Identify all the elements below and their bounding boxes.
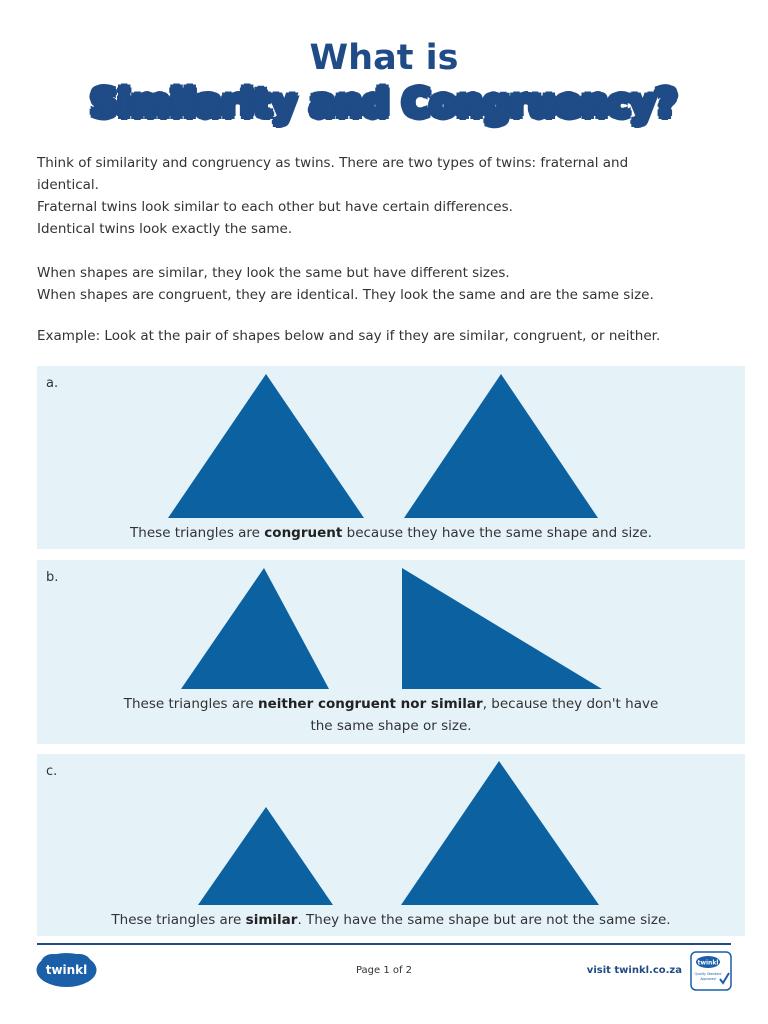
caption-a: These triangles are congruent because they have the same shape and size. [130, 525, 652, 541]
title-line-2: Similarity and Congruency? [90, 82, 678, 125]
caption-keyword: neither congruent nor similar [257, 696, 483, 712]
intro-text [37, 152, 737, 347]
intro-line: Identical twins look exactly the same. [37, 221, 293, 237]
triangle-left [168, 374, 364, 518]
triangle-large [401, 761, 599, 905]
example-panel-b [37, 560, 745, 744]
triangle-left [181, 568, 329, 689]
intro-line: identical. [37, 177, 99, 193]
svg-text:twinkl: twinkl [697, 959, 719, 967]
caption-c: These triangles are similar. They have the same shape but are not the same size. [111, 912, 671, 928]
triangle-small [198, 807, 333, 905]
example-instruction: Example: Look at the pair of shapes below and say if they are similar, congruent, or neither. [37, 328, 661, 344]
example-label-c: c. [46, 764, 58, 779]
example-panel-c [37, 754, 745, 936]
visit-link[interactable]: visit twinkl.co.za [586, 965, 682, 976]
intro-line: Fraternal twins look similar to each other but have certain differences. [37, 199, 513, 215]
page-number: Page 1 of 2 [355, 965, 413, 976]
caption-keyword: similar [245, 912, 298, 928]
title-line-1: What is [309, 38, 459, 78]
triangle-right [402, 568, 602, 689]
svg-text:twinkl: twinkl [45, 963, 88, 977]
triangle-right [404, 374, 598, 518]
footer-divider [37, 943, 731, 945]
intro-line: When shapes are similar, they look the same but have different sizes. [37, 265, 510, 281]
example-label-a: a. [46, 376, 59, 391]
svg-text:Approved: Approved [700, 977, 716, 981]
intro-line: Think of similarity and congruency as twins. There are two types of twins: fraternal and [37, 155, 629, 171]
caption-b: These triangles are neither congruent nor similar, because they don't have the same shape or size. [123, 696, 659, 734]
example-label-b: b. [46, 570, 59, 585]
intro-line: When shapes are congruent, they are identical. They look the same and are the same size. [37, 287, 654, 303]
example-panel-a [37, 366, 745, 549]
caption-keyword: congruent [264, 525, 343, 541]
svg-text:Quality Standard: Quality Standard [694, 972, 722, 976]
quality-badge-icon [690, 951, 732, 991]
